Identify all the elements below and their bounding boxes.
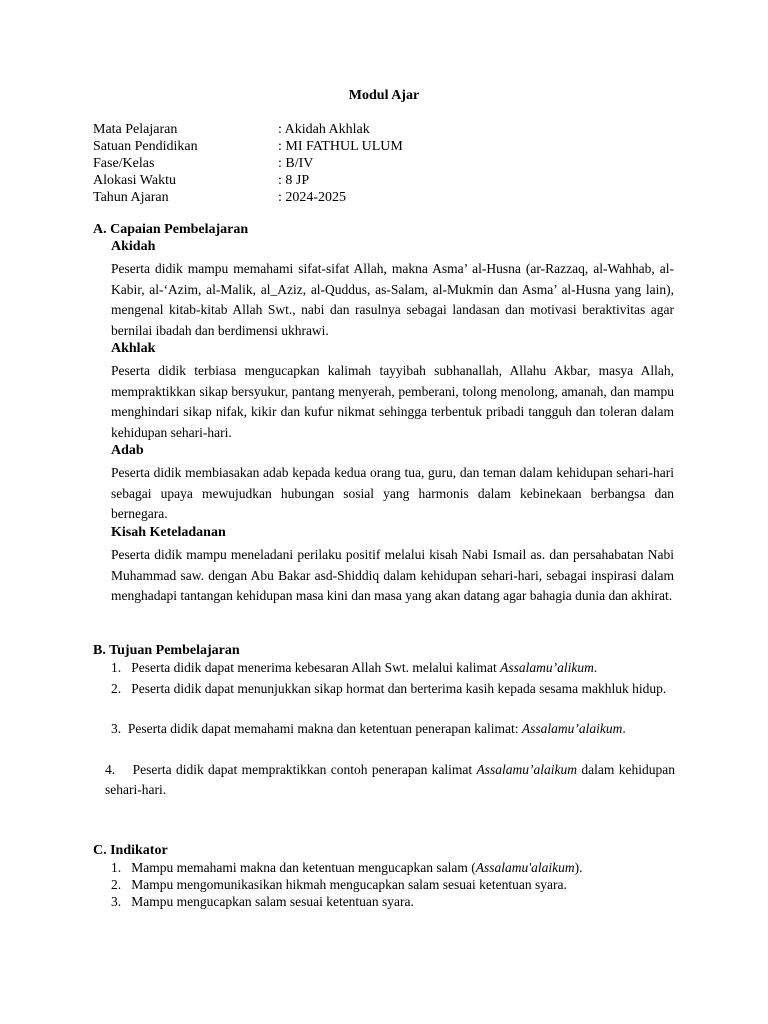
list-item [111,859,681,876]
list-italic: Assalamu'alaikum [475,860,575,875]
list-number: 3. [111,894,122,909]
list-item [111,876,681,893]
list-item [105,760,675,800]
info-label: Mata Pelajaran [93,122,178,137]
document-title: Modul Ajar [348,88,420,103]
subsection-heading-adab: Adab [111,443,144,458]
info-row [93,172,403,189]
section-a-heading: A. Capaian Pembelajaran [93,222,249,237]
paragraph-adab: Peserta didik membiasakan adab kepada kedua orang tua, guru, dan teman dalam kehidupan sehari-hari sebagai upaya mewujudkan hubungan sosial yang harmonis dalam kebinekaan berbangsa dan bernegara. [111,465,674,521]
info-value: : MI FATHUL ULUM [278,139,403,154]
paragraph-akidah: Peserta didik mampu memahami sifat-sifat Allah, makna Asma’ al-Husna (ar-Razzaq, al-Wahhab, al-Kabir, al-‘Azim, al-Malik, al_Aziz, al-Quddus, as-Salam, al-Mukmin dan Asma’ al-Husna yang lain), mengenal kitab-kitab Allah Swt., nabi dan rasulnya sebagai landasan dan motivasi beraktivitas agar bernilai ibadah dan berdimensi ukhrawi. [111,261,674,338]
list-text: Mampu memahami makna dan ketentuan mengucapkan salam ( [131,860,476,875]
info-label: Satuan Pendidikan [93,139,198,154]
list-text: Peserta didik dapat memahami makna dan ketentuan penerapan kalimat: [127,721,522,736]
paragraph-kisah: Peserta didik mampu meneladani perilaku positif melalui kisah Nabi Ismail as. dan persahabatan Nabi Muhammad saw. dengan Abu Bakar asd-Shiddiq dalam kehidupan sehari-hari, sebagai inspirasi dalam menghadapi tantangan kehidupan masa kini dan masa yang akan datang agar bahagia dunia dan akhirat. [111,547,674,603]
list-italic: Assalamu’alikum [500,660,594,675]
list-italic: Assalamu’alaikum [521,721,623,736]
subsection-heading-kisah: Kisah Keteladanan [111,525,226,540]
info-row [93,155,403,172]
list-number: 2. [111,681,122,696]
info-row [93,138,403,155]
info-label: Fase/Kelas [93,156,155,171]
list-text: Peserta didik dapat menerima kebesaran Allah Swt. melalui kalimat [131,660,501,675]
list-tail: . [593,660,598,675]
list-text: Mampu mengomunikasikan hikmah mengucapkan salam sesuai ketentuan syara. [131,877,567,892]
subsection-heading-akhlak: Akhlak [111,341,156,356]
info-value: : Akidah Akhlak [278,122,370,137]
list-item [111,719,674,739]
info-label: Tahun Ajaran [93,190,169,205]
list-item [111,658,674,678]
info-value: : 8 JP [278,173,310,188]
list-number: 1. [111,860,122,875]
list-number: 3. [111,721,122,736]
list-number: 4. [105,762,116,777]
section-b-heading: B. Tujuan Pembelajaran [93,643,240,658]
list-italic: Assalamu’alaikum [476,762,578,777]
section-c-heading: C. Indikator [93,843,168,858]
list-text: Mampu mengucapkan salam sesuai ketentuan syara. [131,894,414,909]
list-tail: ). [574,860,583,875]
list-tail: dalam kehidupan sehari-hari. [105,762,675,797]
paragraph-akhlak: Peserta didik terbiasa mengucapkan kalimah tayyibah subhanallah, Allahu Akbar, masya Allah, mempraktikkan sikap bersyukur, pantang menyerah, pemberani, tolong menolong, amanah, dan mampu menghindari sikap nifak, kikir dan kufur nikmat sehingga terbentuk pribadi tangguh dan toleran dalam kehidupan sehari-hari. [111,363,674,440]
info-table [93,121,403,206]
list-text: Peserta didik dapat mempraktikkan contoh penerapan kalimat [132,762,477,777]
subsection-heading-akidah: Akidah [111,239,156,254]
list-number: 2. [111,877,122,892]
list-item [111,679,674,699]
list-item [111,893,681,910]
info-row [93,189,403,206]
list-text: Peserta didik dapat menunjukkan sikap hormat dan berterima kasih kepada sesama makhluk hidup. [131,681,667,696]
info-value: : B/IV [278,156,314,171]
info-label: Alokasi Waktu [93,173,176,188]
list-number: 1. [111,660,122,675]
info-row [93,121,403,138]
info-value: : 2024-2025 [278,190,347,205]
list-tail: . [622,721,626,736]
